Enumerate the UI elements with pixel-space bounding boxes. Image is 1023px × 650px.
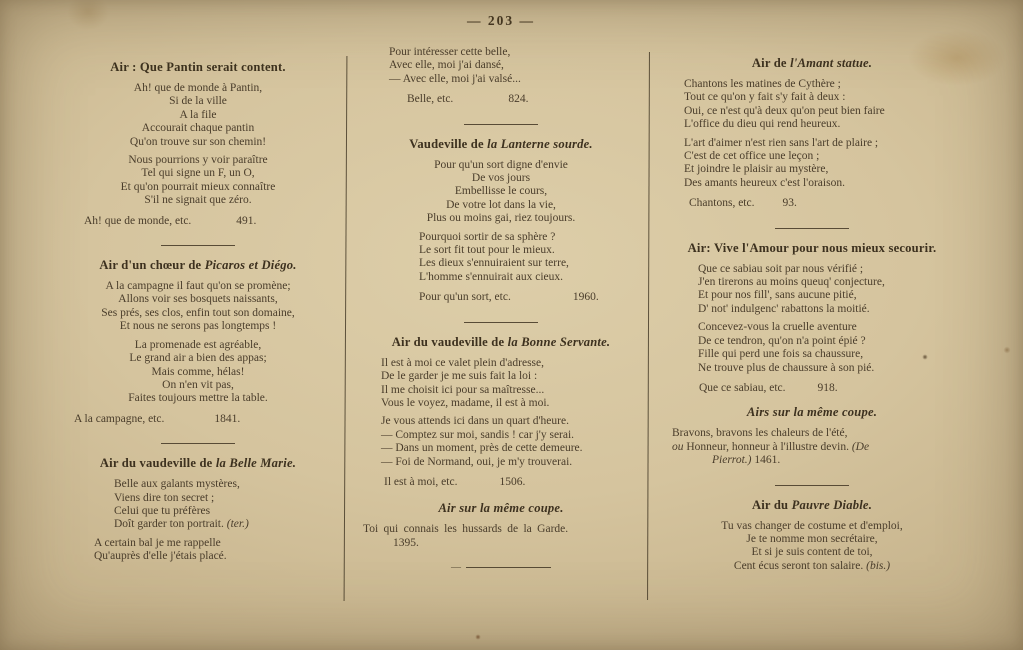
air-section: [662, 405, 962, 467]
air-title: [662, 405, 962, 420]
air-title-roman: Air du vaudeville de: [99, 456, 216, 471]
air-title-italic: l'Amant statue.: [790, 56, 873, 70]
refrain-label: Belle, etc.: [407, 93, 454, 106]
air-title: [56, 258, 340, 273]
air-title: [56, 456, 340, 471]
stanza: Je vous attends ici dans un quart d'heure. — Comptez sur moi, sandis ! car j'y serai. — Dans un moment, près de cette demeure. — Foi de Normand, oui, je m'y trouverai.: [381, 415, 583, 468]
air-title-italic: Airs sur la même coupe.: [746, 405, 878, 420]
refrain-label: Pour qu'un sort, etc.: [419, 291, 511, 304]
section-divider: [464, 322, 538, 323]
air-section: [56, 258, 340, 426]
air-title: [662, 498, 962, 513]
air-title-italic: la Bonne Servante.: [507, 334, 611, 349]
air-title-italic: Picaros et Diégo.: [204, 258, 297, 273]
section-divider: [775, 485, 849, 486]
section-divider: [775, 228, 849, 229]
air-number: 1506.: [499, 475, 526, 488]
stanza: Toi qui connais les hussards de la Garde. 1395.: [363, 523, 569, 549]
air-section: [56, 60, 340, 228]
air-number: 1960.: [572, 291, 599, 304]
refrain: [699, 382, 962, 395]
column-rule-left: [344, 56, 348, 601]
refrain: [689, 197, 962, 210]
air-section: [361, 46, 641, 107]
air-number: 1841.: [214, 412, 241, 425]
air-title-italic: la Belle Marie.: [215, 456, 297, 471]
air-title-roman: Air du: [751, 497, 792, 512]
refrain: [419, 291, 641, 304]
air-title: [662, 241, 962, 256]
air-number: 824.: [508, 93, 529, 106]
air-title-roman: Air: Vive l'Amour pour nous mieux secourir.: [687, 240, 937, 255]
page-number: — 203 —: [467, 13, 535, 28]
stanza: L'art d'aimer n'est rien sans l'art de plaire ; C'est de cet office une leçon ; Et joindre le plaisir au mystère, Des amants heureux c'est l'oraison.: [684, 136, 879, 189]
refrain-label: A la campagne, etc.: [74, 412, 165, 425]
column-rule-right: [647, 52, 650, 600]
stanza: Pour intéresser cette belle, Avec elle, moi j'ai dansé, — Avec elle, moi j'ai valsé...: [389, 46, 521, 85]
stanza: Pour qu'un sort digne d'envie De vos jours Embellisse le cours, De votre lot dans la vie, Plus ou moins gai, riez toujours.: [426, 158, 576, 225]
refrain: [407, 93, 641, 106]
air-section: [662, 498, 962, 574]
refrain: [74, 413, 340, 426]
air-section: [662, 56, 962, 211]
stanza: Pourquoi sortir de sa sphère ? Le sort fit tout pour le mieux. Les dieux s'ennuiraient sur terre, L'homme s'ennuirait aux cieux.: [419, 230, 569, 283]
air-title-italic: Air sur la même coupe.: [438, 501, 564, 516]
stanza: Concevez-vous la cruelle aventure De ce tendron, qu'on n'a point épié ? Fille qui perd une fois sa chaussure, Ne trouve plus de chaussure à son pié.: [698, 321, 875, 374]
stanza: Il est à moi ce valet plein d'adresse, De le garder je me suis fait la loi : Il me choisit ici pour sa maîtresse... Vous le voyez, madame, il est à moi.: [381, 356, 550, 409]
air-title-roman: Air d'un chœur de: [99, 258, 205, 273]
stanza: Nous pourrions y voir paraître Tel qui signe un F, un O, Et qu'on pourrait mieux connaître S'il ne signait que zéro.: [120, 154, 276, 207]
column-middle: [361, 46, 641, 580]
stanza: Chantons les matines de Cythère ; Tout ce qu'on y fait s'y fait à deux : Oui, ce n'est qu'à deux qu'on peut bien faire L'office du dieu qui rend heureux.: [684, 78, 885, 131]
air-title: [361, 137, 641, 152]
air-section: [361, 501, 641, 550]
air-section: [662, 241, 962, 396]
section-divider: [464, 124, 538, 125]
refrain-label: Chantons, etc.: [689, 197, 755, 210]
stanza: Que ce sabiau soit par nous vérifié ; J'en tirerons au moins queuq' conjecture, Et pour nos fill', sans aucune pitié, D' not' indulgenc' rabattons la moitié.: [698, 262, 885, 315]
air-title: [662, 56, 962, 71]
column-left: [56, 56, 340, 564]
stanza: Tu vas changer de costume et d'emploi, Je te nomme mon secrétaire, Et si je suis content de toi, Cent écus seront ton salaire. (bis.): [721, 519, 903, 572]
air-title: [56, 60, 340, 75]
air-section: [361, 137, 641, 305]
refrain-label: Que ce sabiau, etc.: [699, 381, 786, 394]
refrain-label: Il est à moi, etc.: [384, 475, 458, 488]
refrain: [384, 476, 641, 489]
refrain-label: Ah! que de monde, etc.: [84, 214, 192, 227]
section-divider: [161, 443, 235, 444]
section-divider: [451, 567, 551, 568]
air-title-italic: Pauvre Diable.: [791, 497, 873, 512]
stanza: Belle aux galants mystères, Viens dire ton secret ; Celui que tu préfères Doît garder ton portrait. (ter.): [114, 478, 249, 531]
stanza: La promenade est agréable, Le grand air a bien des appas; Mais comme, hélas! On n'en vit pas, Faites toujours mettre la table.: [128, 338, 268, 405]
air-number: 93.: [782, 197, 797, 210]
stanza: A certain bal je me rappelle Qu'auprès d'elle j'étais placé.: [94, 536, 227, 563]
air-title-italic: la Lanterne sourde.: [487, 136, 593, 151]
air-title-roman: Air du vaudeville de: [391, 334, 508, 349]
stanza: A la campagne il faut qu'on se promène; Allons voir ses bosquets naissants, Ses prés, ses clos, enfin tout son domaine, Et nous ne serons pas longtemps !: [101, 280, 295, 333]
air-title-roman: Air : Que Pantin serait content.: [110, 60, 286, 74]
air-title: [361, 335, 641, 350]
air-title: [361, 501, 641, 516]
column-right: [662, 44, 962, 573]
stanza: Ah! que de monde à Pantin, Si de la ville A la file Accourait chaque pantin Qu'on trouve sur son chemin!: [129, 82, 267, 148]
air-section: [56, 456, 340, 563]
air-number: 918.: [817, 381, 838, 394]
air-title-roman: Vaudeville de: [409, 136, 488, 151]
stanza: Bravons, bravons les chaleurs de l'été, ou Honneur, honneur à l'illustre devin. (De Pierrot.) 1461.: [672, 427, 870, 467]
air-number: 491.: [236, 214, 257, 227]
section-divider: [161, 245, 235, 246]
air-title-roman: Air de: [751, 56, 791, 70]
refrain: [84, 215, 340, 228]
air-section: [361, 335, 641, 490]
